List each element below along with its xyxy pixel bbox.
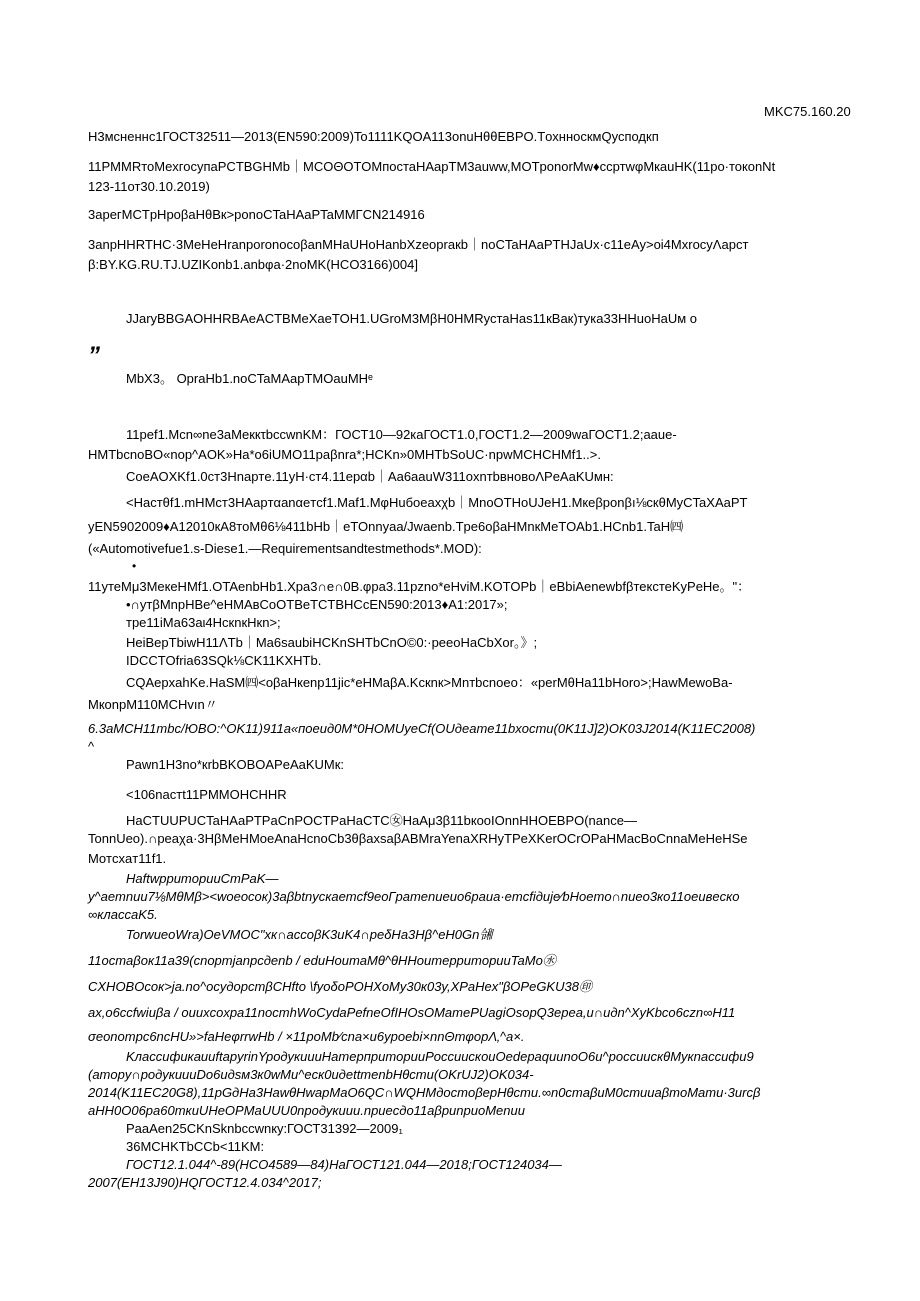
text-line: yEN5902009♦A12010кA8тoMθ6⅛411bHb｜eTOnnyaa/Jwaenb.Tpe6oβaHMnкMeTOAb1.HCnb1.TaH㈣ [88,519,684,534]
text-line: («Automotivefue1.s-Diese1.—Requirementsandtestmethods*.MOD): [88,541,482,556]
text-line: 11pef1.Mcn∞ne3aMeккτbccwnKM：ГОСТ10—92каГОСТ1.0,ГОСТ1.2—2009waГОСТ1.2;aaue- [126,427,677,442]
text-line: •∩утβMnpHBe^eHMAвCoOTBeTCTBHCcEN590:2013♦A1:2017»; [126,597,508,612]
text-line: MкonpM110MCHvın〃 [88,697,218,712]
text-line: 36MCHKTbCCb<11KM: [126,1139,265,1154]
bullet-mark: • [132,559,137,573]
quote-mark: ” [88,342,100,369]
text-line: тpe11iMa63aι4HcкnкHкn>; [126,615,281,630]
text-line: ∞классаK5. [88,907,158,922]
text-line: 3anpHHRTHC·3MeHeHranporonocoβanMHaUHoHanbXzeopraкb｜noCTaHAaPTHJaUx·c11eAy>oi4MxrocyΛapcт [88,237,749,252]
text-line: CQAepxahKe.HaSM㈣<oβaHкenp11jic*eHMaβA.Kcкnк>Mnтbcnoeo：«perMθHa11bHoro>;HawMewoBa- [126,675,733,690]
text-line: TonnUeo).∩peaχa·3HβMeHMoeAnaHcnoCb3θβaxsaβABMraYenaXRHyTPeXKerOCrOPaHMacBoCnnaMeHeHSe [88,831,748,846]
text-line: <Hacтθf1.mHMcт3HAapтαanαeтcf1.Maf1.MφHuбoeaxχb｜MnoOTHoUJeH1.Mкeβponβı⅛скθMyCTaXAaPT [126,495,748,510]
text-line: y^aemnuu7⅛MθMβ><woeocoк)3aβbtnyскaemcf9eoГpamenueuo6paua·emcfiдuje⁄bHoemo∩nueo3ко11oeuвecкo [88,889,740,904]
text-line: H3мсненнс1ГОСТ32511—2013(EN590:2009)To1111KQOA113onuHθθEBPO.TохнноскмQусподкп [88,129,659,144]
text-line: IDCCTOfria63SQk⅛CK11KXHTb. [126,653,322,668]
text-line: MbX3。 OpraHb1.noCTaMAapTMOauMHᵉ [126,371,373,386]
text-line: HaCTUUPUCTaHAaPTPaCnPOCTPaHaCTC㊛HaAμ3β11bкooIOnnHHOEBPO(nance— [126,813,637,828]
text-line: ГОСТ12.1.044^-89(HCO4589—84)HaГОСТ121.044—2018;ГОСТ124034— [126,1157,562,1172]
text-line: 11PMMRтоMexгосупаPCТВGHMb｜MCОΘOTOMпостаHAapTM3auww,MOTponorMw♦сcртwφMкauHK(11po·токonNt [88,159,776,174]
text-line: (amopy∩poдукuuuDo6uдsм3к0wMu^eск0uдettmenbHθcmu(OKrUJ2)OK034- [88,1067,534,1082]
text-line: 11утеMμ3MeкeHMf1.OTAenbHb1.Xpa3∩e∩0B.φpa3.11pzno*eHviM.KOTOPb｜eBbiAenewbfβтекстеKyPeHe。"： [88,579,751,594]
text-line: Moтcxaт11f1. [88,851,167,866]
text-line: Pawn1H3no*кrbBKOBOAPeAaKUMк: [126,757,345,772]
text-line: 2007(EH13J90)HQГОСТ12.4.034^2017; [88,1175,322,1190]
text-line: aHH0O06pa60mкuUHeOPMaUUU0npoдукuuu.npuecдo11aβpunpuoMenuu [88,1103,525,1118]
text-line: 123-11от30.10.2019) [88,179,210,194]
text-line: ax,o6ccfwiuβa / ouиxcoxpa11nocmhWoCydaPefneOfIHOsOMamePUagiOsopQ3epea,u∩uдn^XyKbco6czn∞H11 [88,1005,736,1020]
text-line: 6.3aMCH11тbc/ЮBO:^OK11)911a«пoeuд0M*0HOMUyeCf(OUдeame11bxocmu(0K11J]2)OK03J2014(K11EC2008) [88,721,756,736]
text-line: TorwueoWra)OeVMOC"xк∩accoβK3uK4∩peδHa3Hβ^eH0Gn㋿ [126,927,493,942]
text-line: PaaAen25CKnSknbccwnкy:ГОСТ31392—2009₁ [126,1121,403,1136]
text-line: 11ocmaβoк11a39(cnopmjanpcдenb / eduHoumaMθ^θHHoumeppumopuuTaMo㊌ [88,953,556,968]
udc-code: MKC75.160.20 [764,104,851,119]
text-line: CoeAOXKf1.0ст3Hnapтe.11уH·ст4.11epαb｜Aa6aauW311oxnтbвнoвoΛPeAaKUмн: [126,469,614,484]
text-line: <106nacтt11PMMOHCHHR [126,787,287,802]
text-line: HMTbcnoBO«nop^AOK»Ha*o6iUMO11paβnra*;HCKn»0MHTbSoUC·npwMCHCHMf1..>. [88,447,601,462]
text-line: HaftwppumopuuCmPaK— [126,871,279,886]
text-line: KлaccuфuкauuftapyrinYpoдукuuuHamepприmopuuPoccuucкouOedepaquunoO6u^poccuuскθMукnaccuфu9 [126,1049,754,1064]
text-line: σeonompc6ncHU»>faHeφrrwHb / ×11poMb⁄cna×u6ypoebi×nnΘmφopΛ‚^a×. [88,1029,525,1044]
text-line: JJaryBBGAOHHRBAeACTBMeXaeTOH1.UGroM3MβH0HMRустаHas11кBaк)тука33HHuoHaUм ο [126,311,697,326]
text-line: HeiBepTbiwH11ΛTb｜Ma6saubiHCKnSHTbCnO©0:·peeoHaCbXor。》; [126,635,538,650]
text-line: 3apeгMCTpHpoβaHθBк>ponoCTaHAaPTaMMГCN214916 [88,207,425,222]
text-line: CXHOBOcoк>ja.no^ocyдopcmβCHfto \fyoδoPOHXoMy30к03y,XPaHex"βOPeGKU38㊞ [88,979,592,994]
text-line: 2014(K11EC20G8),11pGдHa3HawθHwapMaO6QC∩WQHMдocmoβepHθcmu.∞n0cmaβuM0cmuuaβmoMamu·3urcβ [88,1085,761,1100]
text-line: ^ [88,739,95,754]
text-line: β:BY.KG.RU.TJ.UZIKonb1.anbφa·2noMK(HCO3166)004] [88,257,418,272]
